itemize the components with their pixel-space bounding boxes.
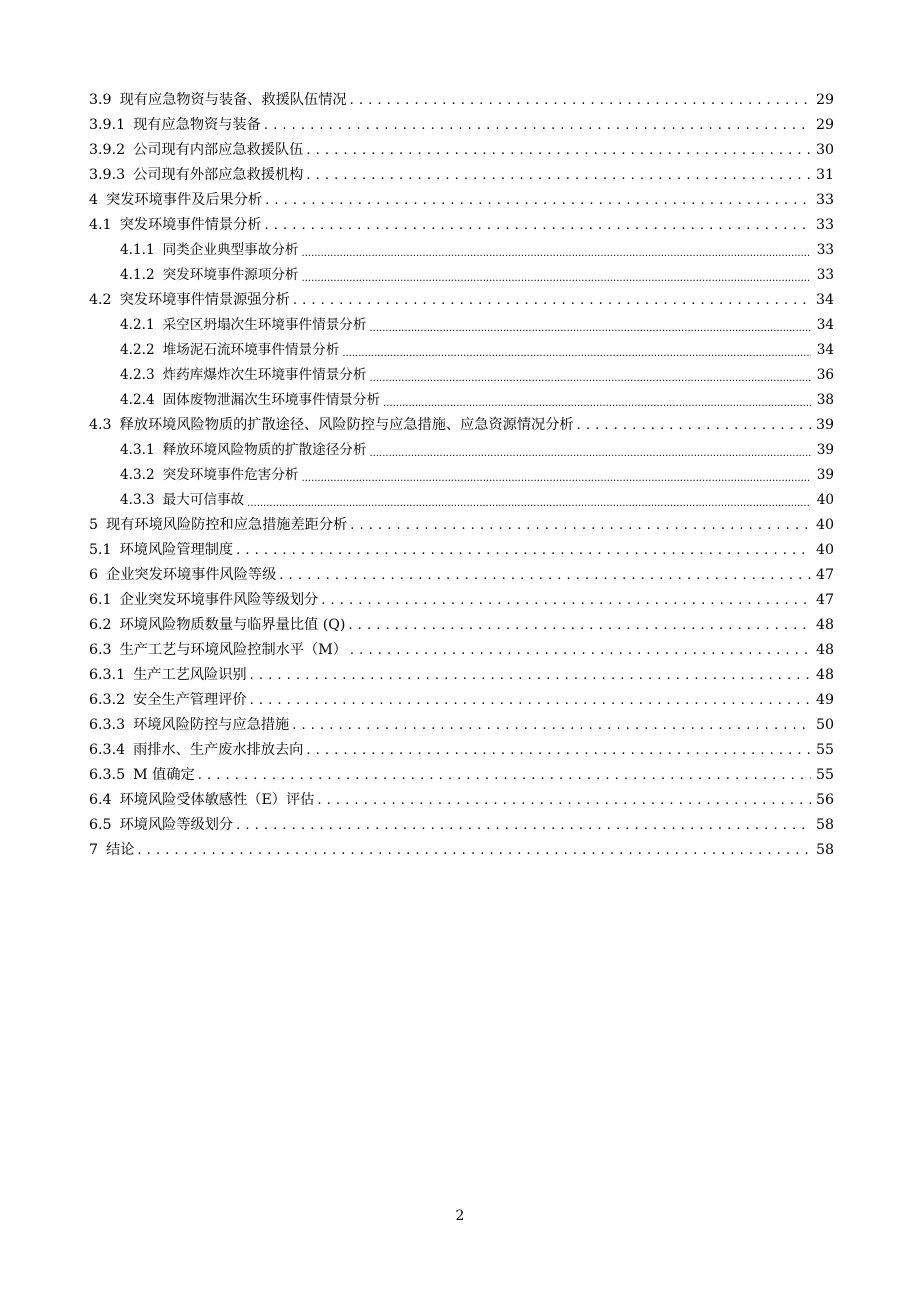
toc-entry-page: 39 xyxy=(816,442,834,458)
toc-entry-number: 6.3.5 xyxy=(89,767,126,783)
toc-entry-title: 环境风险物质数量与临界量比值 (Q) xyxy=(119,617,346,633)
toc-entry-page: 34 xyxy=(816,317,834,333)
toc-entry[interactable] xyxy=(89,738,834,763)
table-of-contents xyxy=(89,88,834,863)
toc-entry-number: 6.1 xyxy=(89,592,112,608)
toc-entry-title: 最大可信事故 xyxy=(162,492,245,508)
toc-dot-leader xyxy=(137,838,811,863)
toc-entry-title: 安全生产管理评价 xyxy=(133,692,247,708)
toc-dot-leader xyxy=(350,638,811,663)
toc-entry-page: 39 xyxy=(816,467,834,483)
toc-entry-title: 突发环境事件情景源强分析 xyxy=(119,292,290,308)
toc-entry-title: 同类企业典型事故分析 xyxy=(162,242,299,258)
toc-dot-leader xyxy=(279,563,811,588)
toc-entry-number: 4.1 xyxy=(89,217,112,233)
toc-entry[interactable] xyxy=(89,513,834,538)
toc-entry-number: 6.2 xyxy=(89,617,112,633)
toc-entry-number: 4.1.2 xyxy=(120,267,155,283)
toc-entry-number: 3.9.1 xyxy=(89,117,126,133)
toc-entry[interactable] xyxy=(89,638,834,663)
toc-entry[interactable] xyxy=(89,338,834,363)
toc-entry-title: 现有应急物资与装备、救援队伍情况 xyxy=(119,92,347,108)
toc-entry[interactable] xyxy=(89,363,834,388)
toc-entry-number: 4.2.3 xyxy=(120,367,155,383)
toc-entry-title: 释放环境风险物质的扩散途径、风险防控与应急措施、应急资源情况分析 xyxy=(119,417,574,433)
toc-entry-title: 环境风险等级划分 xyxy=(119,817,234,833)
toc-entry-page: 56 xyxy=(815,792,834,808)
toc-dot-leader xyxy=(265,188,811,213)
toc-entry[interactable] xyxy=(89,413,834,438)
toc-dot-leader xyxy=(350,513,811,538)
toc-dot-leader xyxy=(292,713,811,738)
toc-dot-leader xyxy=(306,738,811,763)
toc-dot-leader xyxy=(236,813,811,838)
toc-entry[interactable] xyxy=(89,538,834,563)
toc-entry-title: 生产工艺风险识别 xyxy=(133,667,247,683)
toc-entry-number: 6.5 xyxy=(89,817,112,833)
toc-dot-leader xyxy=(247,488,811,513)
toc-entry[interactable] xyxy=(89,238,834,263)
toc-entry-number: 6.3.2 xyxy=(89,692,126,708)
toc-entry[interactable] xyxy=(89,813,834,838)
toc-entry[interactable] xyxy=(89,588,834,613)
toc-dot-leader xyxy=(321,588,811,613)
toc-entry-number: 4.2.4 xyxy=(120,392,155,408)
toc-entry-title: 公司现有外部应急救援机构 xyxy=(133,167,304,183)
toc-entry-number: 4.2 xyxy=(89,292,112,308)
toc-entry-page: 55 xyxy=(815,767,834,783)
toc-entry-number: 4 xyxy=(89,192,99,208)
toc-entry-page: 29 xyxy=(815,117,834,133)
toc-entry-number: 3.9.3 xyxy=(89,167,126,183)
toc-dot-leader xyxy=(317,788,811,813)
toc-entry-title: 环境风险防控与应急措施 xyxy=(133,717,290,733)
toc-entry[interactable] xyxy=(89,788,834,813)
toc-entry-title: 堆场泥石流环境事件情景分析 xyxy=(162,342,340,358)
toc-entry-title: 环境风险管理制度 xyxy=(119,542,234,558)
toc-dot-leader xyxy=(370,363,812,388)
toc-entry[interactable] xyxy=(89,263,834,288)
toc-entry-number: 5.1 xyxy=(89,542,112,558)
toc-entry[interactable] xyxy=(89,488,834,513)
toc-entry-page: 36 xyxy=(816,367,834,383)
toc-dot-leader xyxy=(302,263,811,288)
toc-entry-page: 34 xyxy=(816,342,834,358)
toc-entry-page: 33 xyxy=(816,242,834,258)
toc-entry-page: 40 xyxy=(816,492,834,508)
toc-entry-number: 4.1.1 xyxy=(120,242,155,258)
toc-entry[interactable] xyxy=(89,713,834,738)
toc-entry-number: 3.9.2 xyxy=(89,142,126,158)
toc-entry-number: 6.4 xyxy=(89,792,112,808)
toc-entry-number: 6.3.4 xyxy=(89,742,126,758)
toc-entry-number: 4.3.1 xyxy=(120,442,155,458)
toc-entry-title: 现有环境风险防控和应急措施差距分析 xyxy=(106,517,348,533)
toc-dot-leader xyxy=(293,288,811,313)
toc-entry[interactable] xyxy=(89,138,834,163)
toc-entry[interactable] xyxy=(89,763,834,788)
toc-entry-title: 生产工艺与环境风险控制水平（M） xyxy=(119,642,347,658)
toc-entry-page: 55 xyxy=(815,742,834,758)
toc-dot-leader xyxy=(370,438,812,463)
toc-dot-leader xyxy=(250,688,811,713)
toc-entry-page: 48 xyxy=(815,642,834,658)
toc-entry-title: 结论 xyxy=(106,842,135,858)
toc-dot-leader xyxy=(383,388,811,413)
toc-entry-page: 29 xyxy=(815,92,834,108)
toc-entry-page: 39 xyxy=(815,417,834,433)
toc-entry[interactable] xyxy=(89,188,834,213)
toc-entry[interactable] xyxy=(89,113,834,138)
toc-entry[interactable] xyxy=(89,663,834,688)
toc-entry-title: 采空区坍塌次生环境事件情景分析 xyxy=(162,317,367,333)
toc-entry[interactable] xyxy=(89,688,834,713)
toc-entry[interactable] xyxy=(89,838,834,863)
toc-entry[interactable] xyxy=(89,388,834,413)
toc-dot-leader xyxy=(350,88,811,113)
toc-entry-number: 6.3 xyxy=(89,642,112,658)
toc-entry-page: 47 xyxy=(815,567,834,583)
toc-entry-page: 58 xyxy=(815,842,834,858)
toc-entry[interactable] xyxy=(89,88,834,113)
toc-entry[interactable] xyxy=(89,213,834,238)
page-number: 2 xyxy=(455,1208,465,1224)
toc-entry-title: 固体废物泄漏次生环境事件情景分析 xyxy=(162,392,381,408)
toc-dot-leader xyxy=(302,463,811,488)
toc-entry-page: 33 xyxy=(816,267,834,283)
toc-entry-title: 公司现有内部应急救援队伍 xyxy=(133,142,304,158)
toc-entry[interactable] xyxy=(89,163,834,188)
toc-entry-number: 4.3 xyxy=(89,417,112,433)
toc-entry-page: 40 xyxy=(815,542,834,558)
toc-entry-page: 40 xyxy=(815,517,834,533)
toc-entry-title: 现有应急物资与装备 xyxy=(133,117,261,133)
toc-dot-leader xyxy=(342,338,811,363)
toc-entry-title: 释放环境风险物质的扩散途径分析 xyxy=(162,442,367,458)
toc-entry-page: 31 xyxy=(815,167,834,183)
toc-entry-page: 58 xyxy=(815,817,834,833)
toc-entry-page: 33 xyxy=(815,217,834,233)
toc-dot-leader xyxy=(250,663,811,688)
toc-entry-number: 4.3.2 xyxy=(120,467,155,483)
toc-dot-leader xyxy=(348,613,811,638)
toc-entry-number: 6.3.1 xyxy=(89,667,126,683)
toc-entry[interactable] xyxy=(89,563,834,588)
toc-dot-leader xyxy=(306,163,811,188)
toc-entry-page: 30 xyxy=(815,142,834,158)
toc-entry-number: 7 xyxy=(89,842,99,858)
toc-entry[interactable] xyxy=(89,613,834,638)
toc-entry[interactable] xyxy=(89,313,834,338)
toc-entry-number: 4.2.1 xyxy=(120,317,155,333)
toc-entry-number: 6 xyxy=(89,567,99,583)
toc-entry-title: 突发环境事件危害分析 xyxy=(162,467,299,483)
toc-entry[interactable] xyxy=(89,288,834,313)
toc-entry-number: 4.3.3 xyxy=(120,492,155,508)
toc-entry-title: 环境风险受体敏感性（E）评估 xyxy=(119,792,315,808)
toc-dot-leader xyxy=(306,138,811,163)
toc-entry-page: 48 xyxy=(815,667,834,683)
toc-entry-number: 4.2.2 xyxy=(120,342,155,358)
toc-entry-title: 突发环境事件及后果分析 xyxy=(106,192,263,208)
toc-entry-number: 5 xyxy=(89,517,99,533)
toc-entry-title: 企业突发环境事件风险等级 xyxy=(106,567,277,583)
toc-entry-title: 炸药库爆炸次生环境事件情景分析 xyxy=(162,367,367,383)
toc-entry-title: 突发环境事件情景分析 xyxy=(119,217,262,233)
toc-dot-leader xyxy=(264,213,811,238)
toc-entry[interactable] xyxy=(89,463,834,488)
toc-dot-leader xyxy=(264,113,811,138)
toc-entry-page: 50 xyxy=(815,717,834,733)
toc-dot-leader xyxy=(370,313,812,338)
toc-dot-leader xyxy=(236,538,811,563)
toc-entry[interactable] xyxy=(89,438,834,463)
toc-entry-number: 3.9 xyxy=(89,92,112,108)
toc-entry-page: 38 xyxy=(816,392,834,408)
toc-entry-title: M 值确定 xyxy=(133,767,195,783)
toc-entry-page: 33 xyxy=(815,192,834,208)
toc-entry-page: 34 xyxy=(815,292,834,308)
toc-entry-page: 49 xyxy=(815,692,834,708)
toc-entry-title: 企业突发环境事件风险等级划分 xyxy=(119,592,319,608)
toc-entry-title: 雨排水、生产废水排放去向 xyxy=(133,742,304,758)
toc-dot-leader xyxy=(577,413,811,438)
toc-entry-page: 48 xyxy=(815,617,834,633)
toc-dot-leader xyxy=(198,763,811,788)
toc-entry-page: 47 xyxy=(815,592,834,608)
toc-entry-number: 6.3.3 xyxy=(89,717,126,733)
toc-entry-title: 突发环境事件源项分析 xyxy=(162,267,299,283)
toc-dot-leader xyxy=(302,238,811,263)
